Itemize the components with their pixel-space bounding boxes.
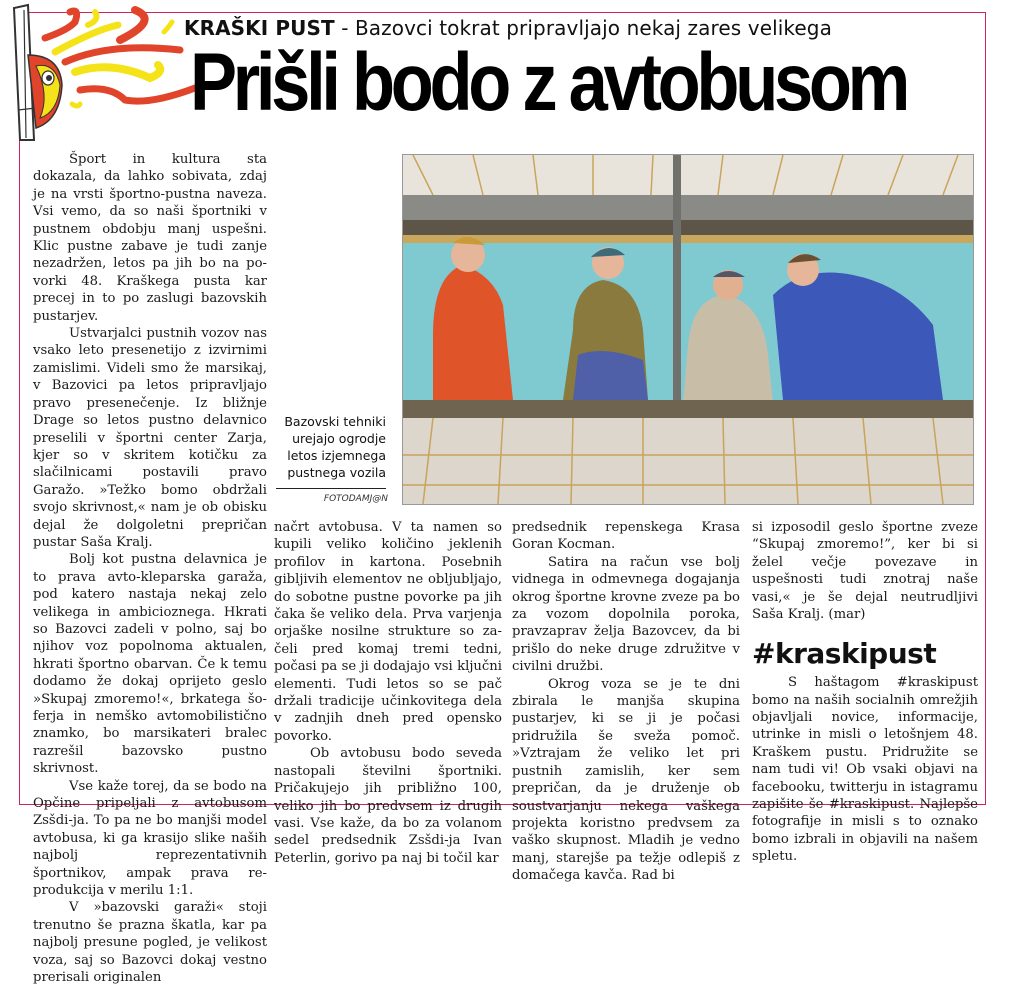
headline: Prišli bodo z avtobusom [190, 37, 907, 128]
article-column-3 [512, 519, 740, 885]
paragraph: Vse kaže torej, da se bodo na Opčine pripeljali z avtobusom Zsšdi-ja. To pa ne bo manjši model avtobusa, ki ga krasijo slike naših najbolj reprezentativnih športnikov, ampak prava reprodukcija v merilu 1:1. [33, 778, 267, 899]
carnival-mask-logo-icon [0, 0, 200, 150]
paragraph: načrt avtobusa. V ta namen so kupili veliko količino jeklenih profilov in kartona. Posebnih gibljivih elementov ne obljubljajo, do sobotne pustne povorke pa jih čaka še veliko dela. Prva varjenja orjaške nosilne strukture so začeli pred komaj tremi tedni, počasi pa se ji dodajajo vsi ključni elementi. Tudi letos so se pač držali tradicije učinkovitega dela v zadnjih dneh pred opensko povorko. [274, 520, 502, 744]
photo-caption: Bazovski tehniki urejajo ogrodje letos izjemnega pustnega vozila [284, 414, 386, 480]
paragraph: V »bazovski garaži« stoji trenutno še prazna škatla, kar pa najbolj presune pogled, je velikost voza, saj so Bazovci dokaj vestno prerisali originalen [33, 900, 267, 986]
article-column-1 [33, 151, 267, 987]
caption-divider [276, 488, 386, 489]
paragraph: Ustvarjalci pustnih vozov nas vsako leto presenetijo z izvirnimi zamislimi. Videli smo že marsikaj, v Bazovici pa letos pripravljajo pravo presenečenje. Iz bližnje Drage so letos pustno delavnico preselili v športni center Zarja, kjer so v skritem kotičku za slačilnicami postavili pravo Garažo. »Težko bomo obdržali svojo skrivnost,« nam je ob obisku dejal že dolgoletni prepričan pustar Saša Kralj. [33, 326, 267, 550]
sidebar-body: S haštagom #kraskipust bomo na naših socialnih omrežjih objavljali novice, informacije, utrinke in misli o letošnjem 48. Kraškem pustu. Pridružite se nam tudi vi! Ob vsaki objavi na facebooku, twitterju in istagramu zapišite še #kraskipust. Najlepše fotografije in misli s to oznako bomo izbrali in objavili na našem spletu. [752, 675, 978, 865]
paragraph: Šport in kultura sta dokazala, da lahko sobivata, zdaj je na vrsti športno-pustna naveza. Vsi vemo, da so naši športniki v pustnem obdobju manj uspešni. Klic pustne zabave je tudi zanje nezadržen, letos pa jih bo na povorki 48. Kraškega pusta kar precej in to po zaslugi bazovskih pustarjev. [33, 152, 267, 324]
article-column-4 [752, 519, 978, 866]
paragraph: Satira na račun vse bolj vidnega in odmevnega dogajanja okrog športne krovne zveze pa bo za vozom dopolnila poroka, pravzaprav želja Bazovcev, da bi prišlo do neke druge združitve v civilni družbi. [512, 554, 740, 675]
subtitle: - Bazovci tokrat pripravljajo nekaj zares velikega [334, 16, 832, 40]
paragraph: Okrog voza se je te dni zbirala le manjša skupina pustarjev, ki se ji je počasi pridružila še sveža pomoč. »Vztrajam že veliko let pri pustnih zamislih, ker sem prepričan, da je druženje ob soustvarjanju nekega vaškega projekta koristno predvsem za vaško skupnost. Mladih je vedno manj, starejše pa težje odlepiš z domačega kavča. Rad bi [512, 676, 740, 884]
paragraph: si izposodil geslo športne zveze “Skupaj zmoremo!”, ker bi si želel večje povezave in uspešnosti tudi znotraj naše vasi,« je še dejal neutrudljivi Saša Kralj. (mar) [752, 520, 978, 623]
paragraph: predsednik repenskega Krasa Goran Kocman. [512, 520, 740, 553]
article-photo [402, 154, 974, 505]
section-label: KRAŠKI PUST [184, 16, 335, 40]
paragraph: Ob avtobusu bodo seveda nastopali številni športniki. Pričakujejo jih približno 100, veliko jih bo predvsem iz drugih vasi. Vse kaže, da bo za volanom sedel predsednik Zsšdi-ja Ivan Peterlin, gorivo pa naj bi točil kar [274, 746, 502, 866]
photo-credit: FOTODAMJ@N [323, 494, 388, 504]
paragraph: Bolj kot pustna delavnica je to prava avto-kleparska garaža, pod katero nastaja nekaj zelo velikega in ambicioznega. Hkrati so Bazovci zadeli v polno, saj bo njihov voz popolnoma aktualen, hkrati športno obarvan. Če k temu dodamo že dokaj oprijeto geslo »Skupaj zmoremo!«, brkatega šoferja in nemško avtomobilistično znamko, bo marsikateri bralec razrešil bazovsko pustno skrivnost. [33, 552, 267, 777]
photo-workers-icon [403, 155, 973, 504]
sidebar-hashtag-title: #kraskipust [752, 637, 937, 671]
